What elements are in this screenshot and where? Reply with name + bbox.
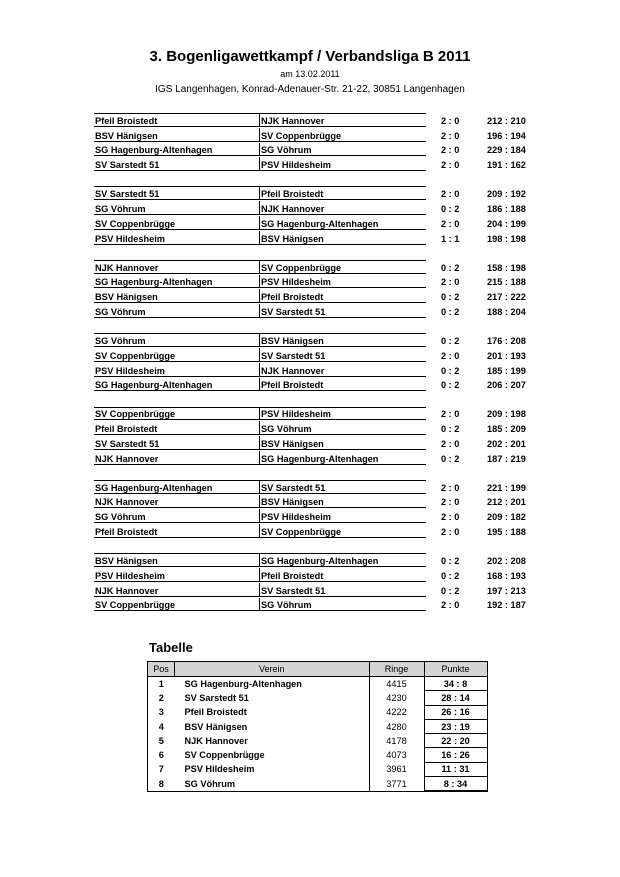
set-score: 0 : 2 bbox=[441, 203, 460, 214]
standing-team: SV Sarstedt 51 bbox=[184, 692, 249, 703]
column-divider bbox=[259, 260, 260, 274]
home-team: SV Coppenbrügge bbox=[95, 409, 176, 420]
standing-rings: 4073 bbox=[369, 748, 424, 762]
column-divider bbox=[259, 407, 260, 421]
standing-points: 8 : 34 bbox=[424, 777, 487, 792]
away-team: PSV Hildesheim bbox=[261, 160, 331, 171]
standing-points: 16 : 26 bbox=[424, 748, 487, 762]
set-score: 0 : 2 bbox=[441, 292, 460, 303]
match-row bbox=[94, 568, 530, 583]
standing-rings: 4230 bbox=[369, 691, 424, 705]
home-team: BSV Hänigsen bbox=[95, 556, 158, 567]
ring-score: 168 : 193 bbox=[487, 570, 526, 581]
standing-rings: 4178 bbox=[369, 734, 424, 748]
set-score: 2 : 0 bbox=[441, 277, 460, 288]
event-date: am 13.02.2011 bbox=[280, 69, 340, 79]
ring-score: 195 : 188 bbox=[487, 527, 526, 538]
standing-pos: 7 bbox=[148, 762, 175, 776]
match-row bbox=[94, 421, 530, 436]
column-divider bbox=[259, 143, 260, 157]
ring-score: 191 : 162 bbox=[487, 160, 526, 171]
column-divider bbox=[259, 553, 260, 567]
column-divider bbox=[259, 333, 260, 347]
standing-rings: 3961 bbox=[369, 762, 424, 776]
ring-score: 212 : 210 bbox=[487, 115, 526, 126]
match-row bbox=[94, 333, 530, 348]
away-team: BSV Hänigsen bbox=[261, 335, 324, 346]
ring-score: 209 : 182 bbox=[487, 512, 526, 523]
home-team: NJK Hannover bbox=[95, 497, 159, 508]
away-team: NJK Hannover bbox=[261, 365, 325, 376]
match-row bbox=[94, 509, 530, 524]
page-title: 3. Bogenligawettkampf / Verbandsliga B 2011 bbox=[149, 48, 471, 65]
column-divider bbox=[259, 231, 260, 245]
home-team: Pfeil Broistedt bbox=[95, 115, 158, 126]
away-team: SG Vöhrum bbox=[261, 424, 312, 435]
standings-row bbox=[148, 762, 488, 776]
standings-table bbox=[147, 661, 488, 792]
set-score: 2 : 0 bbox=[441, 600, 460, 611]
home-team: SV Coppenbrügge bbox=[95, 218, 176, 229]
home-team: SG Hagenburg-Altenhagen bbox=[95, 277, 213, 288]
away-team: SV Coppenbrügge bbox=[261, 262, 342, 273]
home-team: PSV Hildesheim bbox=[95, 365, 165, 376]
ring-score: 192 : 187 bbox=[487, 600, 526, 611]
column-divider bbox=[259, 275, 260, 289]
round-6 bbox=[94, 480, 530, 539]
column-divider bbox=[259, 436, 260, 450]
away-team: PSV Hildesheim bbox=[261, 512, 331, 523]
standing-team: NJK Hannover bbox=[184, 735, 248, 746]
ring-score: 212 : 201 bbox=[487, 497, 526, 508]
away-team: Pfeil Broistedt bbox=[261, 570, 324, 581]
set-score: 2 : 0 bbox=[441, 145, 460, 156]
away-team: NJK Hannover bbox=[261, 203, 325, 214]
set-score: 0 : 2 bbox=[441, 556, 460, 567]
standing-points: 26 : 16 bbox=[424, 705, 487, 719]
home-team: SG Hagenburg-Altenhagen bbox=[95, 482, 213, 493]
match-row bbox=[94, 583, 530, 598]
column-divider bbox=[259, 157, 260, 171]
ring-score: 197 : 213 bbox=[487, 585, 526, 596]
round-4 bbox=[94, 333, 530, 392]
round-2 bbox=[94, 186, 530, 245]
ring-score: 215 : 188 bbox=[487, 277, 526, 288]
home-team: Pfeil Broistedt bbox=[95, 424, 158, 435]
set-score: 0 : 2 bbox=[441, 380, 460, 391]
match-row bbox=[94, 113, 530, 128]
standing-pos: 5 bbox=[148, 734, 175, 748]
set-score: 2 : 0 bbox=[441, 350, 460, 361]
column-divider bbox=[259, 568, 260, 582]
home-team: NJK Hannover bbox=[95, 585, 159, 596]
home-team: BSV Hänigsen bbox=[95, 292, 158, 303]
set-score: 0 : 2 bbox=[441, 570, 460, 581]
away-team: Pfeil Broistedt bbox=[261, 380, 324, 391]
match-row bbox=[94, 363, 530, 378]
ring-score: 185 : 209 bbox=[487, 424, 526, 435]
match-row bbox=[94, 378, 530, 393]
column-divider bbox=[259, 451, 260, 465]
home-team: Pfeil Broistedt bbox=[95, 527, 158, 538]
away-team: BSV Hänigsen bbox=[261, 497, 324, 508]
match-row bbox=[94, 495, 530, 510]
column-divider bbox=[259, 348, 260, 362]
standings-row bbox=[148, 691, 488, 705]
set-score: 2 : 0 bbox=[441, 438, 460, 449]
match-row bbox=[94, 143, 530, 158]
away-team: Pfeil Broistedt bbox=[261, 292, 324, 303]
standing-points: 34 : 8 bbox=[424, 677, 487, 691]
standings-title: Tabelle bbox=[149, 640, 193, 655]
away-team: SG Hagenburg-Altenhagen bbox=[261, 556, 379, 567]
match-row bbox=[94, 289, 530, 304]
round-5 bbox=[94, 407, 530, 466]
header-pos: Pos bbox=[148, 662, 175, 677]
standing-team: BSV Hänigsen bbox=[184, 721, 248, 732]
home-team: BSV Hänigsen bbox=[95, 130, 158, 141]
set-score: 2 : 0 bbox=[441, 189, 460, 200]
ring-score: 229 : 184 bbox=[487, 145, 526, 156]
home-team: SV Coppenbrügge bbox=[95, 600, 176, 611]
ring-score: 217 : 222 bbox=[487, 292, 526, 303]
match-row bbox=[94, 201, 530, 216]
ring-score: 187 : 219 bbox=[487, 453, 526, 464]
column-divider bbox=[259, 289, 260, 303]
standing-team: SG Vöhrum bbox=[175, 777, 370, 792]
match-row bbox=[94, 231, 530, 246]
home-team: SV Sarstedt 51 bbox=[95, 438, 160, 449]
standing-team: Pfeil Broistedt bbox=[184, 707, 247, 718]
match-row bbox=[94, 304, 530, 319]
match-row bbox=[94, 553, 530, 568]
away-team: BSV Hänigsen bbox=[261, 233, 324, 244]
set-score: 0 : 2 bbox=[441, 424, 460, 435]
standing-pos: 4 bbox=[148, 719, 175, 733]
column-divider bbox=[259, 113, 260, 127]
match-row bbox=[94, 348, 530, 363]
column-divider bbox=[259, 480, 260, 494]
away-team: SV Sarstedt 51 bbox=[261, 350, 326, 361]
ring-score: 209 : 198 bbox=[487, 409, 526, 420]
column-divider bbox=[259, 583, 260, 597]
match-row bbox=[94, 407, 530, 422]
away-team: SG Vöhrum bbox=[261, 145, 312, 156]
home-team: SG Hagenburg-Altenhagen bbox=[95, 145, 213, 156]
home-team: SG Vöhrum bbox=[95, 335, 146, 346]
standing-rings: 4415 bbox=[369, 677, 424, 691]
away-team: SV Sarstedt 51 bbox=[261, 482, 326, 493]
standing-rings: 4222 bbox=[369, 705, 424, 719]
ring-score: 188 : 204 bbox=[487, 306, 526, 317]
standing-pos: 3 bbox=[148, 705, 175, 719]
ring-score: 206 : 207 bbox=[487, 380, 526, 391]
home-team: SV Sarstedt 51 bbox=[95, 160, 160, 171]
ring-score: 221 : 199 bbox=[487, 482, 526, 493]
away-team: SV Coppenbrügge bbox=[261, 527, 342, 538]
set-score: 0 : 2 bbox=[441, 306, 460, 317]
standings-row bbox=[148, 719, 488, 733]
standing-pos: 8 bbox=[148, 777, 175, 792]
set-score: 0 : 2 bbox=[441, 335, 460, 346]
ring-score: 209 : 192 bbox=[487, 189, 526, 200]
ring-score: 186 : 188 bbox=[487, 203, 526, 214]
standing-pos: 1 bbox=[148, 677, 175, 691]
set-score: 2 : 0 bbox=[441, 482, 460, 493]
match-row bbox=[94, 260, 530, 275]
column-divider bbox=[259, 509, 260, 523]
home-team: NJK Hannover bbox=[95, 262, 159, 273]
column-divider bbox=[259, 201, 260, 215]
away-team: BSV Hänigsen bbox=[261, 438, 324, 449]
standing-team: SV Coppenbrügge bbox=[184, 750, 265, 761]
set-score: 2 : 0 bbox=[441, 497, 460, 508]
column-divider bbox=[259, 495, 260, 509]
home-team: SV Sarstedt 51 bbox=[95, 189, 160, 200]
standing-points: 11 : 31 bbox=[424, 762, 487, 776]
match-row bbox=[94, 480, 530, 495]
column-divider bbox=[259, 524, 260, 538]
standing-pos: 6 bbox=[148, 748, 175, 762]
away-team: SV Sarstedt 51 bbox=[261, 585, 326, 596]
set-score: 0 : 2 bbox=[441, 585, 460, 596]
column-divider bbox=[259, 186, 260, 200]
ring-score: 202 : 201 bbox=[487, 438, 526, 449]
set-score: 1 : 1 bbox=[441, 233, 460, 244]
standings-row bbox=[148, 705, 488, 719]
header-team: Verein bbox=[175, 662, 370, 677]
column-divider bbox=[259, 128, 260, 142]
standing-points: 28 : 14 bbox=[424, 691, 487, 705]
column-divider bbox=[259, 363, 260, 377]
set-score: 2 : 0 bbox=[441, 512, 460, 523]
away-team: Pfeil Broistedt bbox=[261, 189, 324, 200]
match-row bbox=[94, 216, 530, 231]
away-team: SG Hagenburg-Altenhagen bbox=[261, 453, 379, 464]
ring-score: 198 : 198 bbox=[487, 233, 526, 244]
header-points: Punkte bbox=[424, 662, 487, 677]
standing-points: 22 : 20 bbox=[424, 734, 487, 748]
ring-score: 201 : 193 bbox=[487, 350, 526, 361]
home-team: SG Hagenburg-Altenhagen bbox=[95, 380, 213, 391]
set-score: 0 : 2 bbox=[441, 453, 460, 464]
away-team: SV Coppenbrügge bbox=[261, 130, 342, 141]
set-score: 2 : 0 bbox=[441, 115, 460, 126]
home-team: PSV Hildesheim bbox=[95, 233, 165, 244]
standing-rings: 4280 bbox=[369, 719, 424, 733]
event-venue: IGS Langenhagen, Konrad-Adenauer-Str. 21-22, 30851 Langenhagen bbox=[155, 84, 465, 95]
home-team: SV Coppenbrügge bbox=[95, 350, 176, 361]
column-divider bbox=[259, 304, 260, 318]
set-score: 2 : 0 bbox=[441, 527, 460, 538]
set-score: 2 : 0 bbox=[441, 160, 460, 171]
standings-header-row bbox=[148, 662, 488, 677]
round-3 bbox=[94, 260, 530, 319]
away-team: SG Hagenburg-Altenhagen bbox=[261, 218, 379, 229]
column-divider bbox=[259, 378, 260, 392]
standing-rings: 3771 bbox=[369, 777, 424, 792]
match-row bbox=[94, 451, 530, 466]
standings-row bbox=[148, 748, 488, 762]
home-team: SG Vöhrum bbox=[95, 512, 146, 523]
ring-score: 204 : 199 bbox=[487, 218, 526, 229]
set-score: 0 : 2 bbox=[441, 365, 460, 376]
standing-team: PSV Hildesheim bbox=[184, 764, 255, 775]
set-score: 0 : 2 bbox=[441, 262, 460, 273]
standing-points: 23 : 19 bbox=[424, 719, 487, 733]
away-team: NJK Hannover bbox=[261, 115, 325, 126]
column-divider bbox=[259, 598, 260, 612]
set-score: 2 : 0 bbox=[441, 409, 460, 420]
home-team: PSV Hildesheim bbox=[95, 570, 165, 581]
match-row bbox=[94, 436, 530, 451]
match-results bbox=[94, 113, 530, 627]
away-team: SG Vöhrum bbox=[261, 600, 312, 611]
set-score: 2 : 0 bbox=[441, 218, 460, 229]
home-team: SG Vöhrum bbox=[95, 203, 146, 214]
match-row bbox=[94, 275, 530, 290]
away-team: PSV Hildesheim bbox=[261, 409, 331, 420]
home-team: NJK Hannover bbox=[95, 453, 159, 464]
standing-pos: 2 bbox=[148, 691, 175, 705]
round-1 bbox=[94, 113, 530, 172]
standings-row bbox=[148, 777, 488, 792]
away-team: PSV Hildesheim bbox=[261, 277, 331, 288]
match-row bbox=[94, 524, 530, 539]
match-row bbox=[94, 157, 530, 172]
standings-row bbox=[148, 734, 488, 748]
set-score: 2 : 0 bbox=[441, 130, 460, 141]
standing-team: SG Hagenburg-Altenhagen bbox=[184, 678, 302, 689]
standings-row bbox=[148, 677, 488, 691]
header-rings: Ringe bbox=[369, 662, 424, 677]
home-team: SG Vöhrum bbox=[95, 306, 146, 317]
ring-score: 202 : 208 bbox=[487, 556, 526, 567]
match-row bbox=[94, 186, 530, 201]
ring-score: 176 : 208 bbox=[487, 335, 526, 346]
match-row bbox=[94, 598, 530, 613]
column-divider bbox=[259, 216, 260, 230]
ring-score: 185 : 199 bbox=[487, 365, 526, 376]
match-row bbox=[94, 128, 530, 143]
column-divider bbox=[259, 421, 260, 435]
away-team: SV Sarstedt 51 bbox=[261, 306, 326, 317]
ring-score: 158 : 198 bbox=[487, 262, 526, 273]
ring-score: 196 : 194 bbox=[487, 130, 526, 141]
round-7 bbox=[94, 553, 530, 612]
